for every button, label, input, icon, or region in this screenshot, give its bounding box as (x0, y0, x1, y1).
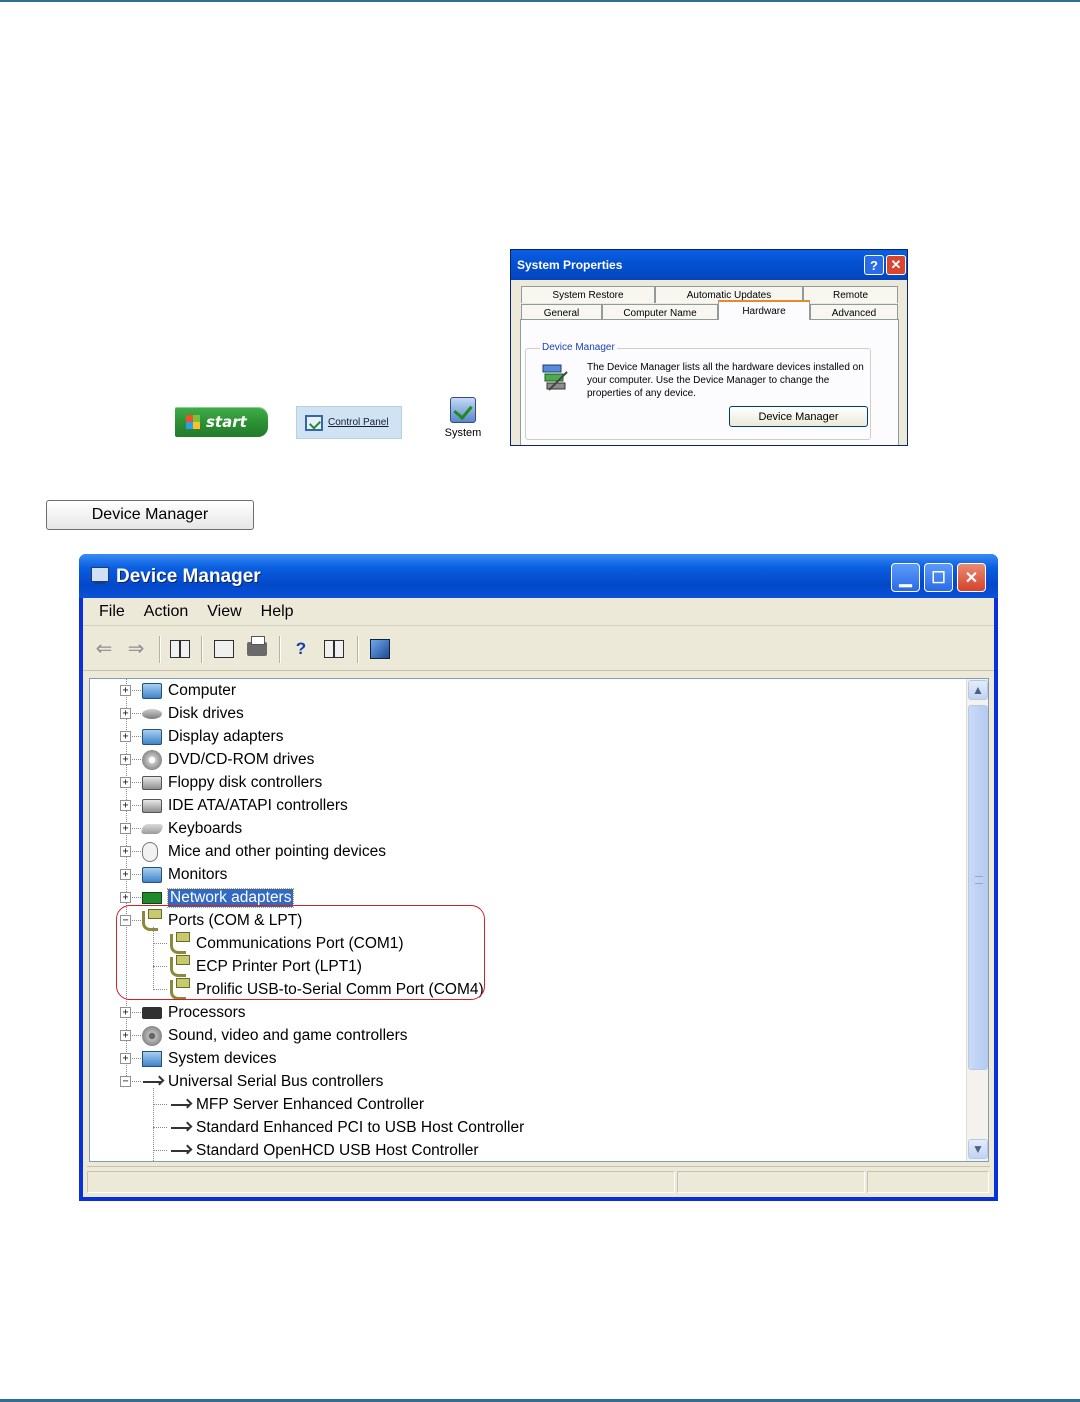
tree-item-label: DVD/CD-ROM drives (168, 750, 315, 768)
tree-item-enhanced-pci-usb[interactable] (170, 1116, 524, 1139)
collapse-toggle[interactable]: − (120, 1076, 131, 1087)
tree-item-mfp-server[interactable] (170, 1093, 424, 1116)
toolbar-separator (159, 636, 160, 663)
tree-item-network-adapters[interactable] (142, 886, 293, 909)
tree-item-monitors[interactable] (142, 863, 227, 886)
usb-icon (142, 1074, 162, 1090)
properties-icon[interactable] (213, 638, 235, 660)
tree-connector (153, 1127, 167, 1128)
port-icon (170, 934, 186, 954)
tab-automatic-updates[interactable]: Automatic Updates (655, 286, 803, 303)
device-manager-window (79, 554, 998, 1201)
tree-item-disk-drives[interactable] (142, 702, 244, 725)
tree-connector (153, 1104, 167, 1105)
display-adapter-icon (142, 729, 162, 745)
expand-toggle[interactable]: + (120, 823, 131, 834)
system-properties-dialog (510, 249, 908, 446)
status-bar (87, 1166, 990, 1194)
tree-item-keyboards[interactable] (142, 817, 242, 840)
port-icon (142, 911, 158, 931)
tree-item-system-devices[interactable] (142, 1047, 277, 1070)
expand-toggle[interactable]: + (120, 892, 131, 903)
device-manager-icon (541, 362, 571, 392)
tree-item-ide-controllers[interactable] (142, 794, 348, 817)
scan-hardware-changes-icon[interactable] (369, 638, 391, 660)
system-properties-title: System Properties (517, 258, 623, 272)
status-segment (867, 1171, 989, 1193)
help-icon[interactable]: ? (295, 639, 307, 658)
device-manager-body (83, 598, 994, 1197)
toolbar (83, 627, 994, 671)
minimize-button[interactable]: ▁ (891, 563, 920, 592)
system-device-icon (142, 1051, 162, 1067)
tab-system-restore[interactable]: System Restore (521, 286, 655, 303)
back-icon[interactable]: ⇐ (95, 638, 113, 660)
device-manager-titlebar[interactable] (79, 554, 998, 598)
tree-item-dvd-cd-rom-drives[interactable] (142, 748, 314, 771)
system-label: System (444, 427, 482, 439)
tree-connector (132, 1058, 141, 1059)
status-segment (677, 1171, 865, 1193)
tree-connector (153, 943, 167, 944)
sound-icon (142, 1026, 162, 1046)
tree-item-label: Computer (168, 681, 237, 699)
tree-connector (132, 828, 141, 829)
toolbar-separator (357, 636, 358, 663)
tree-item-computer[interactable] (142, 679, 236, 702)
help-button[interactable]: ? (864, 255, 884, 275)
tree-connector (132, 920, 141, 921)
tab-advanced[interactable]: Advanced (810, 304, 898, 321)
device-manager-group-label: Device Manager (542, 342, 615, 353)
expand-toggle[interactable]: + (120, 777, 131, 788)
mouse-icon (142, 842, 158, 862)
tree-connector (132, 1012, 141, 1013)
device-manager-title: Device Manager (116, 566, 261, 587)
tab-computer-name[interactable]: Computer Name (602, 304, 718, 321)
collapse-toggle[interactable]: − (120, 915, 131, 926)
tree-item-label: Ports (COM & LPT) (168, 911, 303, 929)
system-properties-titlebar (511, 250, 907, 280)
expand-toggle[interactable]: + (120, 754, 131, 765)
tree-connector (132, 782, 141, 783)
tree-item-display-adapters[interactable] (142, 725, 283, 748)
tree-item-label: ECP Printer Port (LPT1) (196, 957, 362, 975)
control-panel-label: Control Panel (328, 417, 389, 428)
computer-title-icon (91, 567, 109, 582)
menu-action[interactable]: Action (143, 602, 189, 620)
expand-toggle[interactable]: + (120, 685, 131, 696)
start-button[interactable] (175, 407, 268, 437)
tree-item-label: Communications Port (COM1) (196, 934, 404, 952)
expand-toggle[interactable]: + (120, 800, 131, 811)
tree-item-processors[interactable] (142, 1001, 246, 1024)
tree-connector (132, 897, 141, 898)
system-shortcut[interactable] (440, 397, 486, 439)
tree-item-label: Prolific USB-to-Serial Comm Port (COM4) (196, 980, 484, 998)
tree-connector (132, 1081, 141, 1082)
tree-connector (132, 851, 141, 852)
menu-view[interactable]: View (207, 602, 242, 620)
menu-file[interactable]: File (99, 602, 125, 620)
dialog-device-manager-button[interactable]: Device Manager (729, 406, 868, 427)
tree-item-sound[interactable] (142, 1024, 408, 1047)
scroll-up-icon[interactable]: ▲ (968, 680, 988, 700)
network-adapter-icon (142, 892, 162, 904)
tree-item-usb-controllers[interactable] (142, 1070, 383, 1093)
device-manager-description: The Device Manager lists all the hardware devices installed on your computer. Use the Device Manager to change the properties of any device. (587, 362, 864, 399)
tree-connector (132, 874, 141, 875)
toolbar-separator (201, 636, 202, 663)
tree-item-label: Keyboards (168, 819, 243, 837)
dialog-close-button[interactable]: ✕ (886, 255, 906, 275)
expand-toggle[interactable]: + (120, 731, 131, 742)
expand-toggle[interactable]: + (120, 869, 131, 880)
computer-icon (142, 683, 162, 699)
status-segment (87, 1171, 675, 1193)
system-icon (450, 397, 476, 423)
grip-icon (975, 876, 983, 884)
close-button[interactable]: ✕ (957, 563, 986, 592)
device-manager-button[interactable]: Device Manager (46, 500, 254, 530)
tree-connector (132, 690, 141, 691)
tree-item-floppy-disk-controllers[interactable] (142, 771, 322, 794)
floppy-controller-icon (142, 776, 162, 790)
tab-general[interactable]: General (521, 304, 602, 321)
port-icon (170, 957, 186, 977)
tree-connector (132, 736, 141, 737)
start-label: start (206, 413, 247, 431)
tree-item-label: Display adapters (168, 727, 284, 745)
maximize-button[interactable]: ☐ (924, 563, 953, 592)
keyboard-icon (140, 824, 164, 834)
menu-bar (83, 598, 994, 626)
control-panel-icon (305, 415, 323, 431)
show-hide-action-pane-icon[interactable] (323, 638, 345, 660)
menu-help[interactable]: Help (260, 602, 294, 620)
scrollbar-thumb[interactable] (968, 705, 988, 1070)
tree-item-label: Disk drives (168, 704, 244, 722)
scroll-down-icon[interactable]: ▼ (968, 1139, 988, 1159)
disk-drive-icon (142, 709, 162, 719)
tree-connector (153, 989, 167, 990)
tab-hardware[interactable]: Hardware (718, 300, 810, 320)
tree-item-ports[interactable] (142, 909, 302, 932)
tree-item-label: System devices (168, 1049, 277, 1067)
windows-flag-icon (186, 415, 200, 429)
expand-toggle[interactable]: + (120, 708, 131, 719)
usb-icon (170, 1097, 190, 1113)
device-tree (89, 678, 989, 1162)
toolbar-separator (279, 636, 280, 663)
forward-icon[interactable]: ⇒ (127, 638, 145, 660)
tree-item-mice[interactable] (142, 840, 386, 863)
tree-item-label: Standard Enhanced PCI to USB Host Controller (196, 1118, 525, 1136)
expand-toggle[interactable]: + (120, 1030, 131, 1041)
tree-item-lpt1[interactable] (170, 955, 362, 978)
ide-controller-icon (142, 799, 162, 813)
tree-connector (153, 966, 167, 967)
dvd-icon (142, 750, 162, 770)
processor-icon (142, 1007, 162, 1019)
tree-connector (153, 927, 154, 988)
expand-toggle[interactable]: + (120, 1007, 131, 1018)
tree-item-label: Mice and other pointing devices (168, 842, 386, 860)
tree-item-label: Sound, video and game controllers (168, 1026, 408, 1044)
usb-icon (170, 1143, 190, 1159)
tree-item-label: Processors (168, 1003, 246, 1021)
top-rule (0, 0, 1080, 2)
expand-toggle[interactable]: + (120, 846, 131, 857)
tree-connector (132, 1035, 141, 1036)
tree-item-com4[interactable] (170, 978, 484, 1001)
tree-item-label: IDE ATA/ATAPI controllers (168, 796, 348, 814)
tree-connector (132, 805, 141, 806)
print-icon[interactable] (246, 638, 268, 660)
tree-item-label: Floppy disk controllers (168, 773, 323, 791)
vertical-scrollbar[interactable] (966, 679, 988, 1161)
usb-icon (170, 1120, 190, 1136)
expand-toggle[interactable]: + (120, 1053, 131, 1064)
tree-item-label: Standard OpenHCD USB Host Controller (196, 1141, 479, 1159)
tree-connector (132, 759, 141, 760)
port-icon (170, 980, 186, 1000)
tab-remote[interactable]: Remote (803, 286, 898, 303)
tree-item-label: Universal Serial Bus controllers (168, 1072, 384, 1090)
tree-item-label: Monitors (168, 865, 228, 883)
tree-item-openhcd-usb[interactable] (170, 1139, 479, 1162)
tree-item-label: MFP Server Enhanced Controller (196, 1095, 425, 1113)
control-panel-button[interactable] (296, 406, 402, 439)
show-hide-console-tree-icon[interactable] (169, 638, 191, 660)
tree-connector (153, 1150, 167, 1151)
monitor-icon (142, 867, 162, 883)
tree-item-label: Network adapters (170, 888, 292, 906)
tree-item-com1[interactable] (170, 932, 404, 955)
tree-connector (132, 713, 141, 714)
